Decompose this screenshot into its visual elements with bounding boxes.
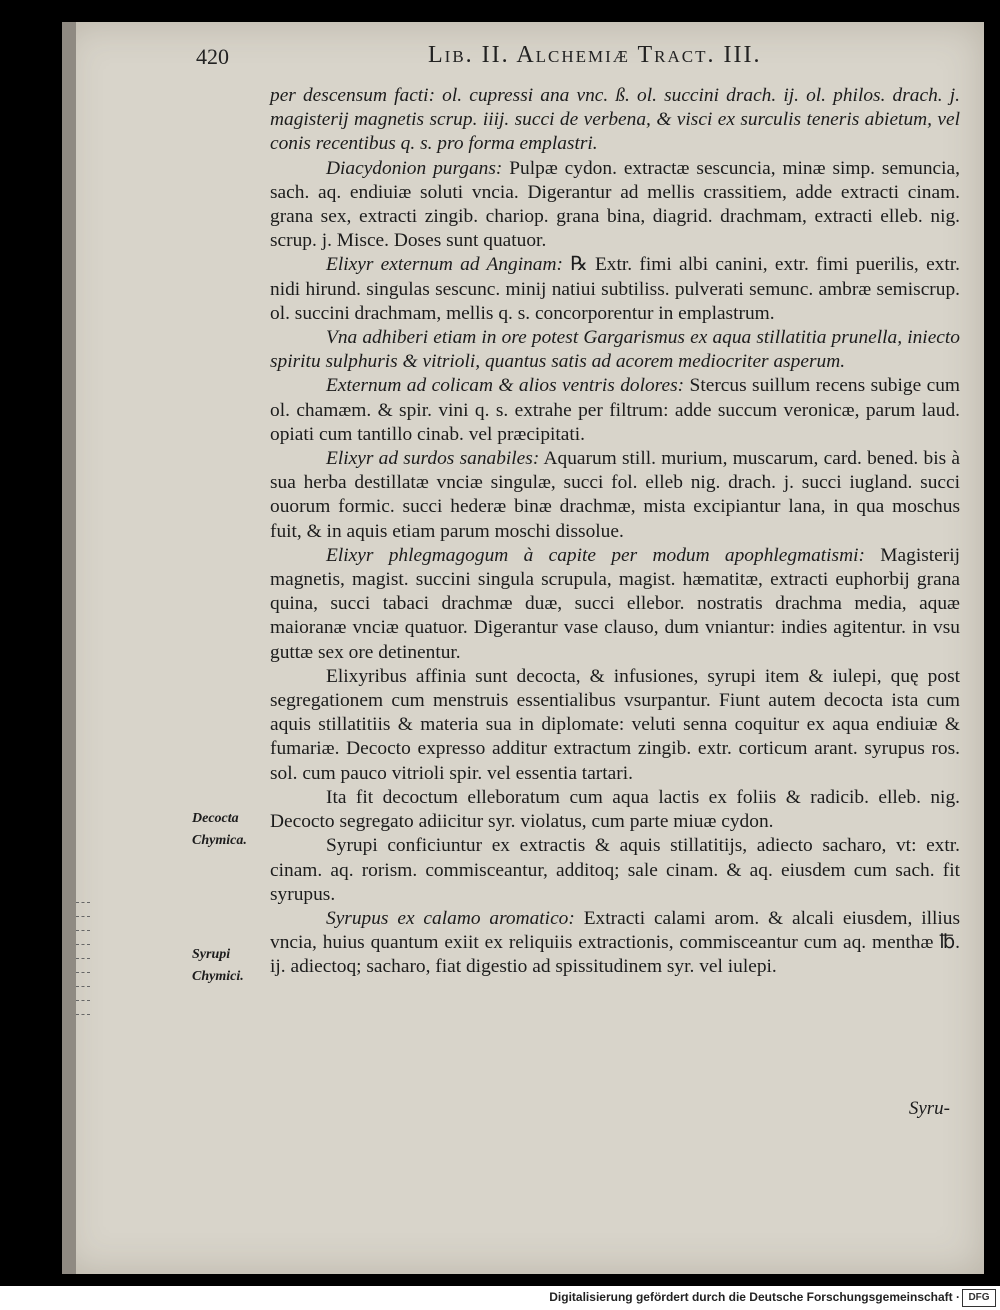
paragraph [270,157,960,254]
main-text [270,84,960,980]
paragraph [270,786,960,834]
paragraph [270,326,960,374]
recipe-text: Syrupi conficiuntur ex extractis & aquis stillatitijs, adiecto sacharo, vt: extr. cinam. aq. rorism. commisceantur, additoq; sale cinam. & aq. eiusdem cum sach. fit syrupus. [270,835,960,905]
recipe-title: Vna adhiberi etiam in ore potest Gargarismus ex aqua stillatitia prunella, iniecto spiritu sulphuris & vitrioli, quantus satis ad acorem mediocriter asperum. [270,327,960,373]
margin-marks [76,902,90,1028]
paragraph [270,447,960,544]
funding-notice: Digitalisierung gefördert durch die Deutsche Forschungsgemeinschaft · [549,1290,960,1304]
running-head [196,44,956,74]
recipe-text: ℞ Extr. fimi albi canini, extr. fimi puerilis, extr. nidi hirund. singulas sescunc. minij natiui subtiliss. pulverati semunc. ambræ semiscrup. ol. succini drachmam, mellis q. s. concorporentur in emplastrum. [270,254,960,324]
recipe-text: Magisterij magnetis, magist. succini singula scrupula, magist. hæmatitæ, extracti euphorbij grana quina, succi tabaci drachmæ duæ, succi ellebor. nostratis drachma media, aquæ maioranæ vnciæ quatuor. Digerantur vase clauso, dum vniantur: indies agitentur. in vsu guttæ sex ore detinentur. [270,544,960,663]
recipe-title: Diacydonion purgans: [326,157,503,179]
recipe-title: Elixyr externum ad Anginam: [326,254,563,276]
recipe-title: Externum ad colicam & alios ventris dolores: [326,375,685,397]
paragraph [270,84,960,157]
page-number: 420 [196,44,229,69]
recipe-text: Aquarum still. murium, muscarum, card. bened. bis à sua herba destillatæ vnciæ singulæ, succi fol. elleb nig. drach. j. succi iugland. succi ouorum formic. succi hederæ binæ drachmæ, mista excipiantur lana, in qua moschus fuit, & in aquis etiam parum moschi dissolue. [270,448,961,542]
recipe-title: Syrupus ex calamo aromatico: [326,907,575,929]
recipe-text: Pulpæ cydon. extractæ sescuncia, minæ simp. semuncia, sach. aq. endiuiæ soluti vncia. Digerantur ad mellis crassitiem, adde extracti cinam. grana sex, extracti zingib. chariop. grana bina, diagrid. drachmam, extracti elleb. nig. scrup. j. Misce. Doses sunt quatuor. [270,157,960,252]
recipe-text: Elixyribus affinia sunt decocta, & infusiones, syrupi item & iulepi, quę post segregationem cum menstruis essentialibus vsurpantur. Fiunt autem decocta ista cum aquis stillatitiis & materia sua in diplomate: veluti senna coquitur ex aqua endiuiæ & fumariæ. Decocto expresso additur extractum zingib. extr. corticum arant. syrupus ros. sol. cum pauco vitrioli spir. vel essentia tartari. [270,665,960,784]
recipe-title: Elixyr phlegmagogum à capite per modum apophlegmatismi: [326,544,865,566]
paragraph [270,834,960,907]
paragraph [270,374,960,447]
marginal-note: Decocta Chymica. [192,811,247,848]
recipe-title: per descensum facti: ol. cupressi ana vnc. ß. ol. succini drach. ij. ol. philos. drach. j. magisterij magnetis scrup. iiij. succi de verbena, & visci ex surculis teneris abietum, vel conis recentibus q. s. pro forma emplastri. [270,85,960,155]
catchword: Syru- [908,1098,950,1119]
recipe-text: Extracti calami arom. & alcali eiusdem, illius vncia, huius quantum exiit ex reliquiis extractionis, commisceantur cum aq. menthæ ℔. ij. adiectoq; sacharo, fiat digestio ad spissitudinem syr. vel iulepi. [270,907,960,978]
dfg-logo: DFG [962,1289,996,1307]
paragraph [270,253,960,326]
running-title: Lib. II. Alchemiæ Tract. III. [428,42,762,68]
paragraph [270,907,960,980]
binding-margin [62,22,76,1274]
footer-bar [0,1286,1000,1310]
marginal-note: Syrupi Chymici. [192,947,244,984]
recipe-title: Elixyr ad surdos sanabiles: [326,448,540,470]
paragraph [270,544,960,665]
paragraph [270,665,960,786]
recipe-text: Stercus suillum recens subige cum ol. chamæm. & spir. vini q. s. extrahe per filtrum: adde succum veronicæ, parum laud. opiati cum tantillo cinab. vel præcipitati. [270,375,960,445]
recipe-text: Ita fit decoctum elleboratum cum aqua lactis ex foliis & radicib. elleb. nig. Decocto segregato adiicitur syr. violatus, cum parte miuæ cydon. [270,786,960,833]
